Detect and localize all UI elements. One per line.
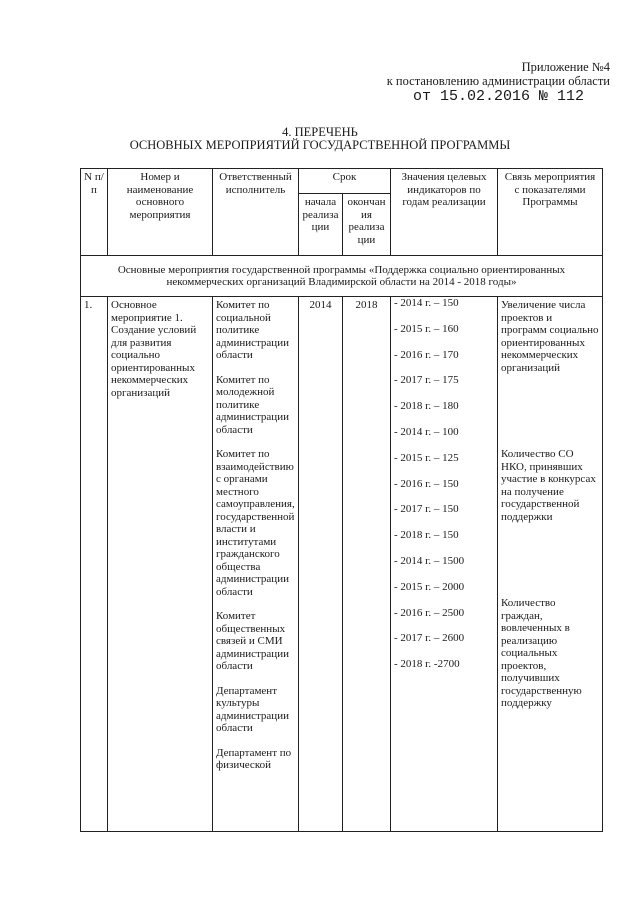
col-num-header: N п/п <box>81 169 108 256</box>
resp-item: Комитет общественных связей и СМИ администрации области <box>216 610 289 672</box>
col-name-header: Номер и наименование основного мероприятия <box>108 169 213 256</box>
resp-item: Комитет по молодежной политике администрации области <box>216 373 289 436</box>
indicator-value: - 2016 г. – 2500 <box>394 606 465 619</box>
indicator-value: - 2016 г. – 170 <box>394 348 459 361</box>
measures-table <box>80 168 603 832</box>
resp-item: Комитет по социальной политике администрации области <box>216 299 289 361</box>
header-row <box>81 169 603 194</box>
indicator-value: - 2017 г. – 175 <box>394 374 459 387</box>
col-end-header: окончан ия реализа ции <box>343 194 391 256</box>
header-annex: Приложение №4 <box>521 60 610 74</box>
link-item: Количество СО НКО, принявших участие в конкурсах на получение государственной поддержки <box>501 448 596 523</box>
document-header <box>387 60 610 106</box>
indicator-value: - 2018 г. -2700 <box>394 658 460 671</box>
col-values-header: Значения целевых индикаторов по годам реализации <box>391 169 498 256</box>
resp-item: Департамент по физической <box>216 746 292 771</box>
row-resp <box>213 297 299 832</box>
resp-item: Департамент культуры администрации области <box>216 684 289 734</box>
document-title <box>0 126 640 152</box>
resp-item: Комитет по взаимодействию с органами местного самоуправления, государственной власти и институтами гражданского общества администрации области <box>216 448 295 598</box>
indicator-value: - 2015 г. – 160 <box>394 322 459 335</box>
col-link-header: Связь мероприятия с показателями Программы <box>498 169 603 256</box>
indicator-value: - 2015 г. – 125 <box>394 451 459 464</box>
row-indicators <box>391 297 498 832</box>
indicator-value: - 2014 г. – 150 <box>394 297 459 309</box>
indicator-value: - 2015 г. – 2000 <box>394 580 465 593</box>
row-end: 2018 <box>343 297 391 832</box>
indicator-value: - 2017 г. – 2600 <box>394 632 465 645</box>
table-row <box>81 297 603 832</box>
group-row <box>81 256 603 297</box>
col-start-header: начала реализа ции <box>299 194 343 256</box>
link-item: Увеличение числа проектов и программ социально ориентированных некоммерческих организаций <box>501 299 599 374</box>
col-resp-header: Ответственный исполнитель <box>213 169 299 256</box>
title-line-2: ОСНОВНЫХ МЕРОПРИЯТИЙ ГОСУДАРСТВЕННОЙ ПРОГРАММЫ <box>129 138 511 152</box>
indicator-value: - 2018 г. – 180 <box>394 400 459 413</box>
row-links <box>498 297 603 832</box>
group-title: Основные мероприятия государственной программы «Поддержка социально ориентированных некоммерческих организаций Владимирской области на 2014 - 2018 годы» <box>81 256 603 297</box>
row-start: 2014 <box>299 297 343 832</box>
header-resolution: к постановлению администрации области <box>386 74 610 88</box>
title-line-1: 4. ПЕРЕЧЕНЬ <box>282 125 358 139</box>
indicator-value: - 2016 г. – 150 <box>394 477 459 490</box>
indicator-value: - 2017 г. – 150 <box>394 503 459 516</box>
link-item: Количество граждан, вовлеченных в реализацию социальных проектов, получивших государственную поддержку <box>501 597 582 709</box>
row-name: Основное мероприятие 1. Создание условий для развития социально ориентированных некоммерческих организаций <box>108 297 213 832</box>
header-date-number: от 15.02.2016 № 112 <box>412 88 584 105</box>
indicator-value: - 2014 г. – 100 <box>394 425 459 438</box>
col-term-header: Срок <box>299 169 391 194</box>
row-num: 1. <box>81 297 108 832</box>
indicator-value: - 2014 г. – 1500 <box>394 554 465 567</box>
indicator-value: - 2018 г. – 150 <box>394 529 459 542</box>
